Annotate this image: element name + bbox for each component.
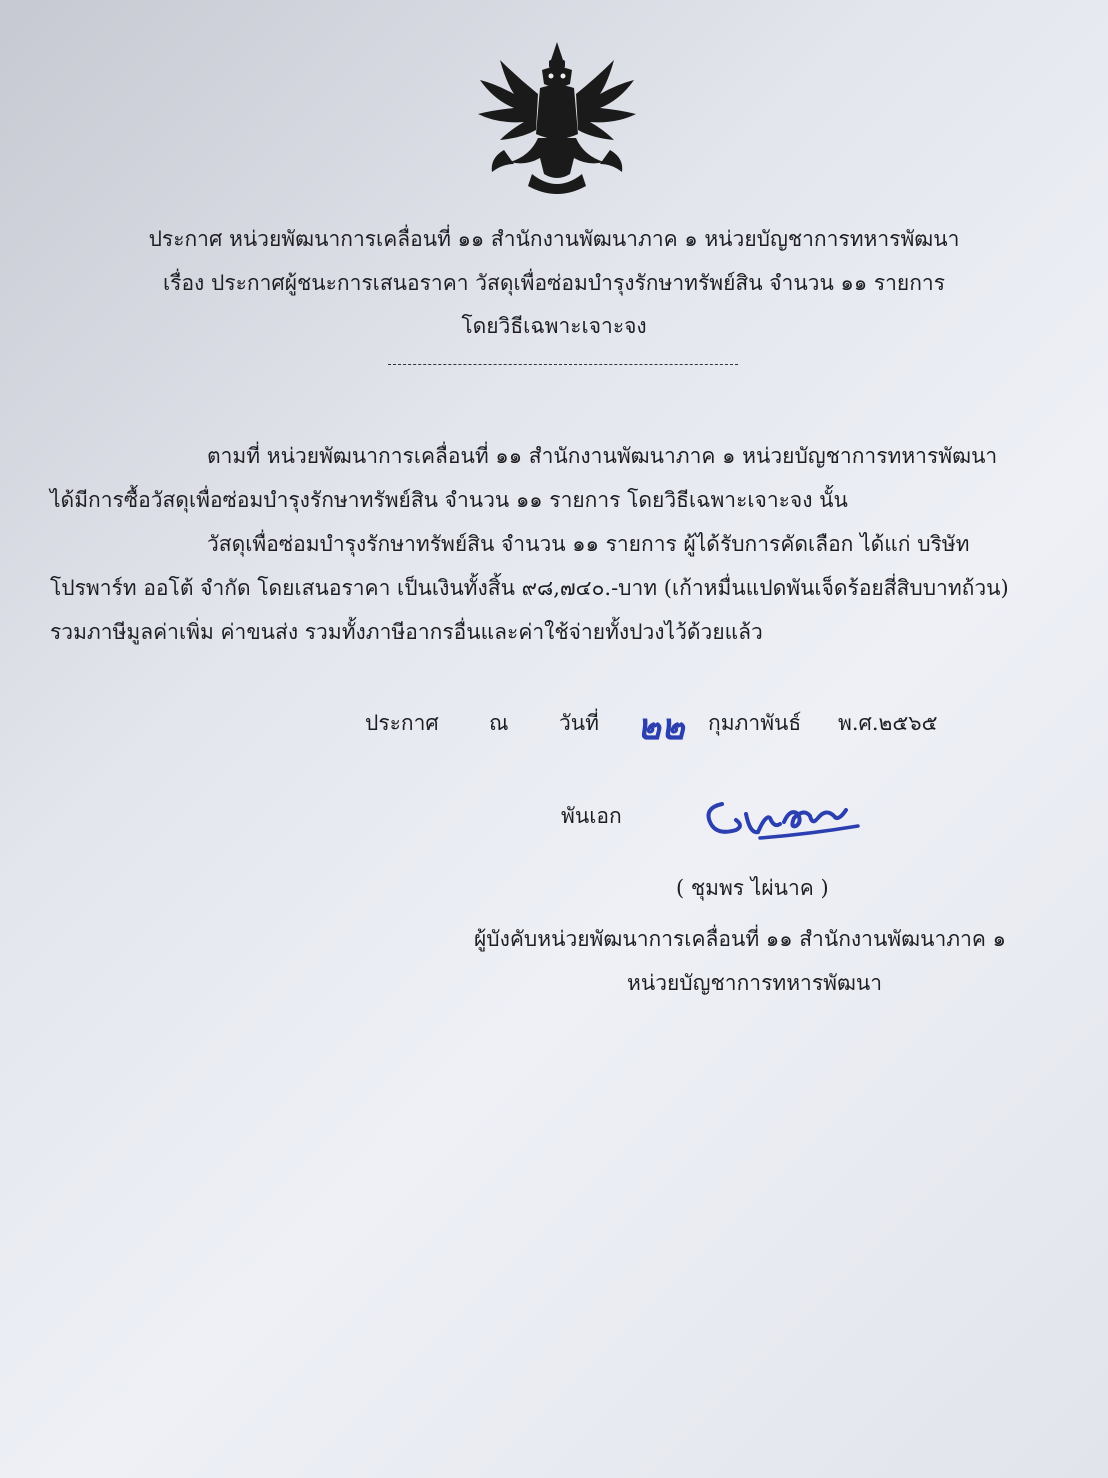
garuda-emblem-icon bbox=[470, 38, 645, 198]
paragraph-2-line-2: โปรพาร์ท ออโต้ จำกัด โดยเสนอราคา เป็นเงินทั้งสิ้น ๙๘,๗๔๐.-บาท (เก้าหมื่นแปดพันเจ็ดร้อยสี่สิบบาทถ้วน) bbox=[50, 576, 1009, 600]
heading-divider bbox=[388, 364, 738, 365]
paragraph-1-line-1: ตามที่ หน่วยพัฒนาการเคลื่อนที่ ๑๑ สำนักงานพัฒนาภาค ๑ หน่วยบัญชาการทหารพัฒนา bbox=[207, 444, 998, 468]
announce-label: ประกาศ bbox=[365, 711, 439, 735]
at-label: ณ bbox=[489, 711, 509, 735]
method-line: โดยวิธีเฉพาะเจาะจง bbox=[461, 314, 647, 338]
paragraph-1-line-2: ได้มีการซื้อวัสดุเพื่อซ่อมบำรุงรักษาทรัพย์สิน จำนวน ๑๑ รายการ โดยวิธีเฉพาะเจาะจง นั้น bbox=[50, 488, 848, 512]
heading-line-1: ประกาศ หน่วยพัฒนาการเคลื่อนที่ ๑๑ สำนักงานพัฒนาภาค ๑ หน่วยบัญชาการทหารพัฒนา bbox=[148, 227, 960, 251]
year-label: พ.ศ.๒๕๖๕ bbox=[838, 711, 938, 735]
month-label: กุมภาพันธ์ bbox=[708, 711, 802, 735]
handwritten-signature-icon bbox=[700, 794, 862, 848]
signer-position-line-2: หน่วยบัญชาการทหารพัฒนา bbox=[627, 971, 883, 995]
handwritten-day: ๒๒ bbox=[637, 707, 685, 748]
paragraph-2-line-1: วัสดุเพื่อซ่อมบำรุงรักษาทรัพย์สิน จำนวน ๑๑ รายการ ผู้ได้รับการคัดเลือก ได้แก่ บริษัท bbox=[207, 532, 970, 556]
subject-line: เรื่อง ประกาศผู้ชนะการเสนอราคา วัสดุเพื่อซ่อมบำรุงรักษาทรัพย์สิน จำนวน ๑๑ รายการ bbox=[162, 271, 945, 295]
day-label: วันที่ bbox=[559, 711, 599, 735]
paragraph-2-line-3: รวมภาษีมูลค่าเพิ่ม ค่าขนส่ง รวมทั้งภาษีอากรอื่นและค่าใช้จ่ายทั้งปวงไว้ด้วยแล้ว bbox=[50, 620, 763, 644]
rank-label: พันเอก bbox=[561, 804, 622, 828]
signer-position-line-1: ผู้บังคับหน่วยพัฒนาการเคลื่อนที่ ๑๑ สำนักงานพัฒนาภาค ๑ bbox=[474, 927, 1006, 951]
signer-name: ( ชุมพร ไผ่นาค ) bbox=[676, 876, 829, 900]
